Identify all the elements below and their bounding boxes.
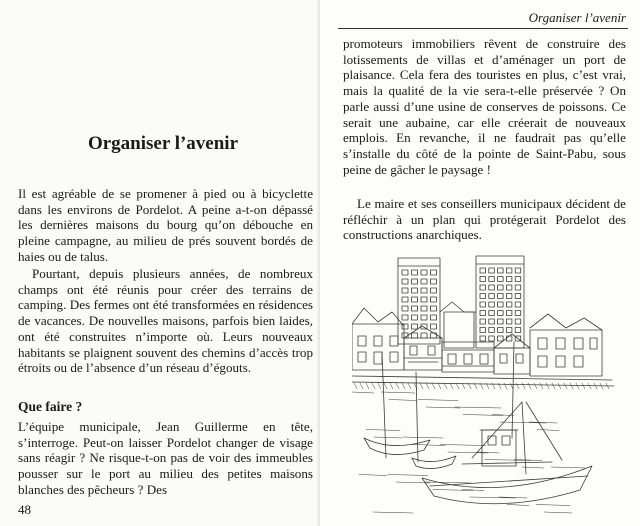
section-subheading: Que faire ?: [18, 399, 83, 414]
sketch-ink: [352, 256, 614, 513]
paragraph-text: Le maire et ses conseillers municipaux décident de réfléchir à un plan qui protégerait Pordelot des constructions anarchiques.: [343, 196, 626, 243]
right-paragraph-1: [343, 36, 626, 177]
page-number: 48: [18, 502, 31, 517]
left-paragraph-1: [18, 186, 313, 265]
fishing-boat: [422, 402, 592, 504]
paragraph-text: promoteurs immobiliers rêvent de construire des lotissements de villas et d’aménager un port de plaisance. Cela fera des touristes en plus, c’est vrai, mais la qualité de la vie sera-t-elle préservée ? On parle aussi d’une usine de conserves de poissons. Ce serait une aubaine, car elle créerait de nouveaux emplois. En revanche, il ne faudrait pas qu’elle s’installe du côté de la pointe de Saint-Pabu, sous peine de gâcher le paysage !: [343, 36, 626, 177]
paragraph-text: Pourtant, depuis plusieurs années, de nombreux champs ont été réunis pour créer des terrains de camping. Des fermes ont été transformées en résidences de vacances. De nouvelles maisons, parfois bien laides, ont été construites n’importe où. Leurs nouveaux habitants se plaignent souvent des chemins d’accès trop étroits ou de l’absence d’un réseau d’égouts.: [18, 266, 313, 376]
paragraph-text: Il est agréable de se promener à pied ou à bicyclette dans les environs de Pordelot. A peine a-t-on dépassé les dernières maisons du bourg qu’on débouche en pleine campagne, au milieu de prés souvent bordés de haies ou de talus.: [18, 186, 313, 264]
right-paragraph-2: [343, 196, 626, 243]
harbour-illustration: [352, 252, 632, 522]
left-paragraph-2: [18, 266, 313, 376]
header-rule: [338, 28, 628, 29]
water-hatching: [352, 392, 585, 513]
tower-right: [476, 256, 524, 348]
left-paragraph-3: [18, 419, 313, 498]
chapter-title: Organiser l’avenir: [87, 133, 239, 154]
harbour-houses: [352, 308, 602, 376]
running-header: Organiser l’avenir: [528, 10, 626, 25]
paragraph-text: L’équipe municipale, Jean Guillerme en tête, s’interroge. Peut-on laisser Pordelot changer de visage sans réagir ? Ne risque-t-on pas de voir des immeubles pousser sur le port au milieu des petites maisons blanches des pêcheurs ? Des: [18, 419, 313, 497]
